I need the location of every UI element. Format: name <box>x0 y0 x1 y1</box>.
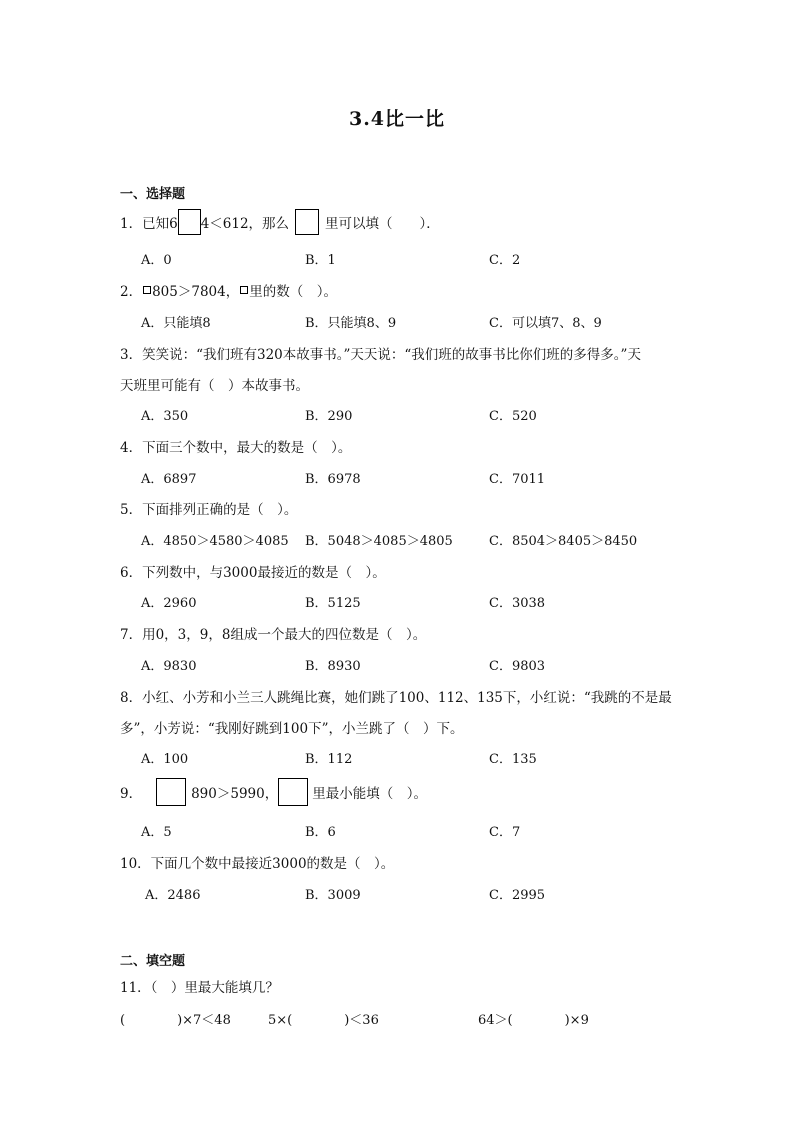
question-2 <box>120 280 337 300</box>
question-2-text-mid: 805＞7804， <box>152 284 240 300</box>
question-2-option-c[interactable]: C．可以填7、8、9 <box>489 316 602 331</box>
question-1-text-post: 里可以填（ ）． <box>325 216 440 232</box>
question-4-option-a[interactable]: A．6897 <box>141 472 197 487</box>
question-3-option-c[interactable]: C．520 <box>489 409 537 424</box>
question-9-option-c[interactable]: C．7 <box>489 825 521 840</box>
question-1-text-pre: 1．已知6 <box>120 216 178 232</box>
question-9-text-pre: 9． <box>120 786 143 802</box>
page-title: 3.4比一比 <box>348 108 446 130</box>
small-box-icon <box>143 286 151 294</box>
small-box-icon <box>240 286 248 294</box>
question-11-expression-3[interactable]: 64＞( )×9 <box>478 1013 589 1028</box>
question-9-text-post: 里最小能填（ ）。 <box>312 786 427 802</box>
question-9-option-a[interactable]: A．5 <box>141 825 172 840</box>
question-10-option-a[interactable]: A．2486 <box>145 888 201 903</box>
question-6: 6．下列数中，与3000最接近的数是（ ）。 <box>120 565 386 581</box>
question-3-option-a[interactable]: A．350 <box>141 409 189 424</box>
question-3-line-1: 3．笑笑说：“我们班有320本故事书。”天天说：“我们班的故事书比你们班的多得多。”天 <box>120 347 641 363</box>
question-3-line-2: 天班里可能有（ ）本故事书。 <box>120 378 309 394</box>
answer-blank-box[interactable] <box>295 209 319 235</box>
question-11: 11．（ ）里最大能填几？ <box>120 980 279 996</box>
question-7: 7．用0，3，9，8组成一个最大的四位数是（ ）。 <box>120 627 427 643</box>
section-heading-choice: 一、选择题 <box>120 187 186 202</box>
question-9-option-b[interactable]: B．6 <box>305 825 336 840</box>
question-5-option-a[interactable]: A．4850＞4580＞4085 <box>141 534 289 549</box>
question-2-text-post: 里的数（ ）。 <box>249 284 337 300</box>
question-1 <box>120 209 440 235</box>
question-3-option-b[interactable]: B．290 <box>305 409 353 424</box>
answer-blank-box[interactable] <box>156 778 186 806</box>
question-5: 5．下面排列正确的是（ ）。 <box>120 502 298 518</box>
question-4-option-b[interactable]: B．6978 <box>305 472 361 487</box>
question-6-option-b[interactable]: B．5125 <box>305 596 361 611</box>
answer-blank-box[interactable] <box>178 209 201 235</box>
question-9-text-mid: 890＞5990， <box>191 786 279 802</box>
question-7-option-a[interactable]: A．9830 <box>141 659 197 674</box>
question-1-option-a[interactable]: A．0 <box>141 253 172 268</box>
question-1-option-c[interactable]: C．2 <box>489 253 521 268</box>
answer-blank-box[interactable] <box>278 778 308 806</box>
question-1-text-mid: 4＜612，那么 <box>200 216 290 232</box>
question-7-option-c[interactable]: C．9803 <box>489 659 546 674</box>
question-10-option-b[interactable]: B．3009 <box>305 888 361 903</box>
question-1-option-b[interactable]: B．1 <box>305 253 336 268</box>
question-2-text-pre: 2． <box>120 284 143 300</box>
question-8-option-b[interactable]: B．112 <box>305 752 353 767</box>
question-2-option-a[interactable]: A．只能填8 <box>141 316 211 331</box>
question-4-option-c[interactable]: C．7011 <box>489 472 546 487</box>
question-5-option-b[interactable]: B．5048＞4085＞4805 <box>305 534 453 549</box>
question-5-option-c[interactable]: C．8504＞8405＞8450 <box>489 534 638 549</box>
question-9 <box>120 778 427 806</box>
question-11-expression-2[interactable]: 5×( )＜36 <box>268 1013 379 1028</box>
section-heading-fill: 二、填空题 <box>120 954 186 969</box>
question-8-option-c[interactable]: C．135 <box>489 752 537 767</box>
question-11-expression-1[interactable]: ( )×7＜48 <box>120 1013 231 1028</box>
question-8-line-1: 8．小红、小芳和小兰三人跳绳比赛，她们跳了100、112、135下，小红说：“我跳的不是最 <box>120 690 672 706</box>
question-2-option-b[interactable]: B．只能填8、9 <box>305 316 397 331</box>
question-4: 4．下面三个数中，最大的数是（ ）。 <box>120 440 352 456</box>
question-6-option-a[interactable]: A．2960 <box>141 596 197 611</box>
question-6-option-c[interactable]: C．3038 <box>489 596 546 611</box>
question-10: 10．下面几个数中最接近3000的数是（ ）。 <box>120 856 395 872</box>
question-8-option-a[interactable]: A．100 <box>141 752 189 767</box>
question-8-line-2: 多”，小芳说：“我刚好跳到100下”，小兰跳了（ ）下。 <box>120 721 464 737</box>
question-7-option-b[interactable]: B．8930 <box>305 659 361 674</box>
question-10-option-c[interactable]: C．2995 <box>489 888 546 903</box>
